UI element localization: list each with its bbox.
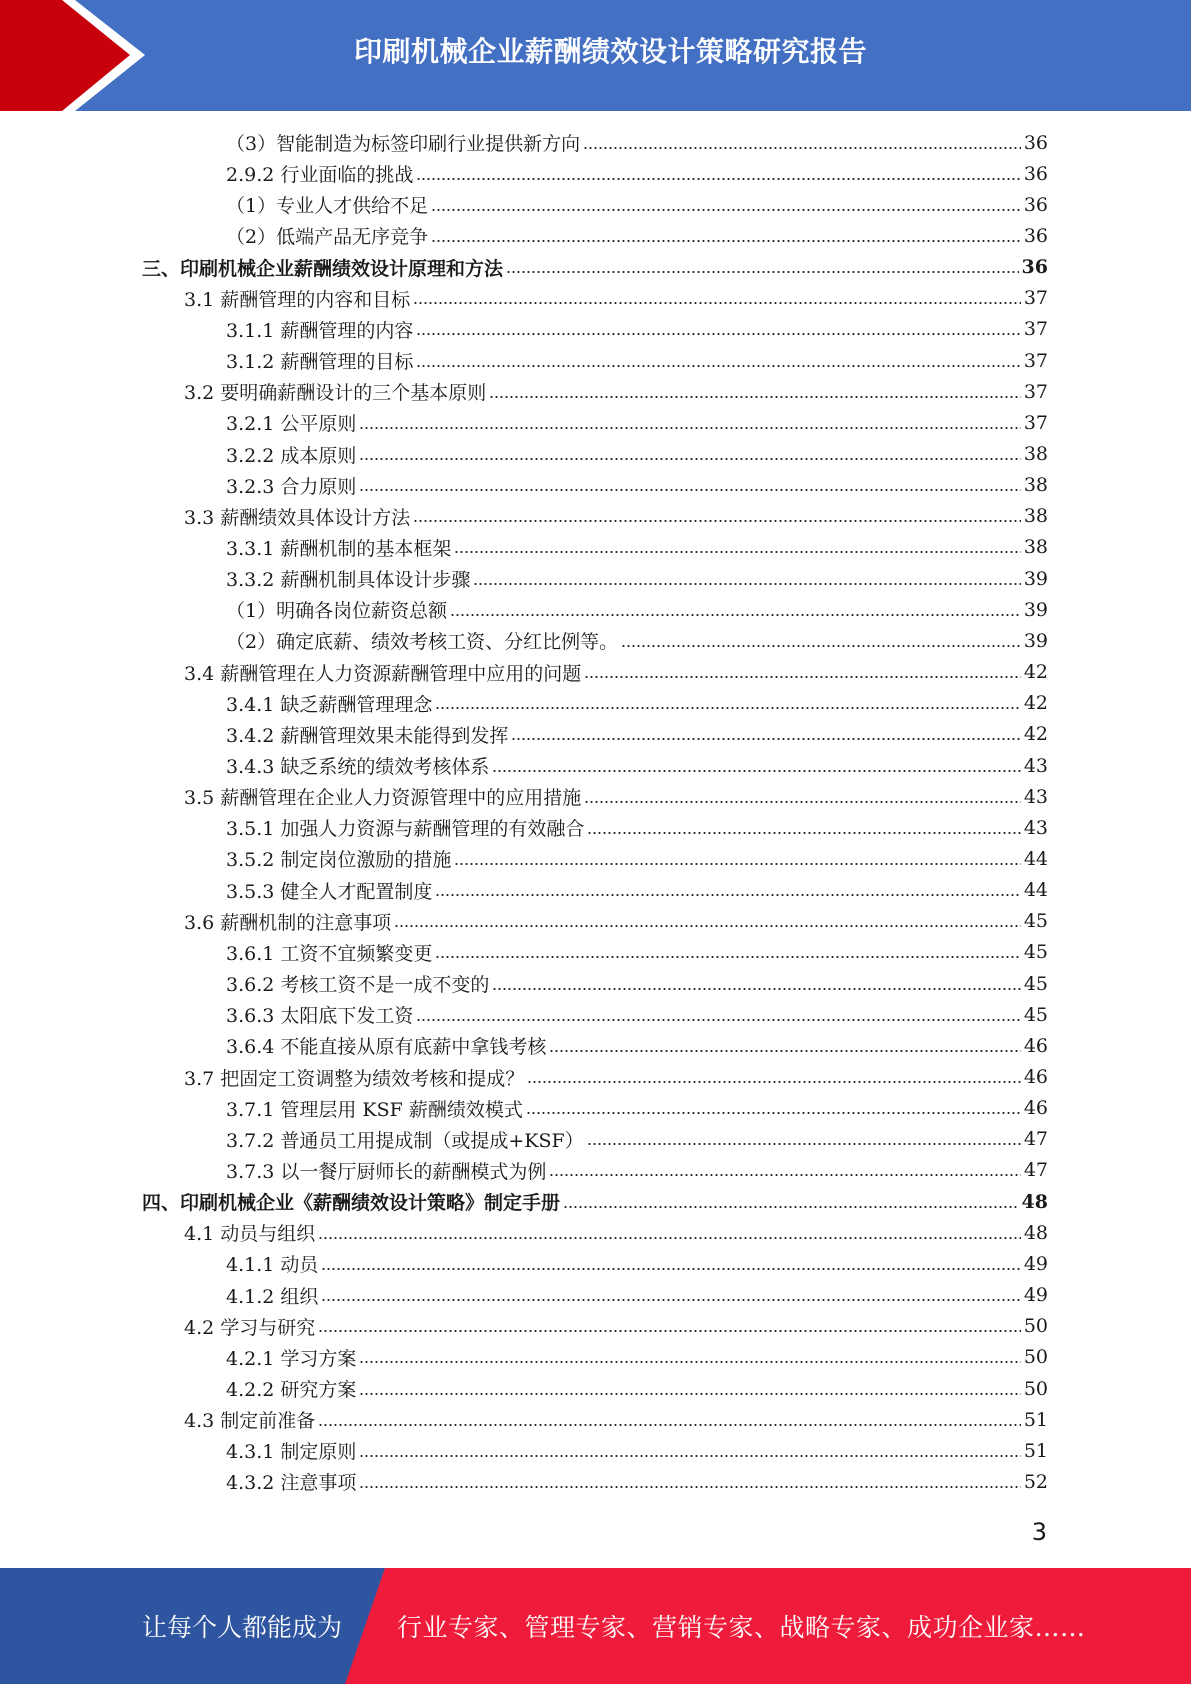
toc-entry-title: 3.6.2 考核工资不是一成不变的	[226, 974, 490, 997]
toc-dot-leader	[413, 518, 1021, 524]
toc-entry-title: 3.7 把固定工资调整为绩效考核和提成？	[184, 1067, 525, 1090]
toc-entry-page: 37	[1023, 411, 1048, 434]
toc-entry-page: 36	[1023, 193, 1048, 216]
toc-dot-leader	[321, 1266, 1020, 1272]
toc-entry[interactable]	[226, 345, 1048, 376]
toc-entry-page: 38	[1023, 443, 1048, 465]
toc-dot-leader	[413, 300, 1021, 306]
toc-entry[interactable]	[226, 158, 1048, 189]
toc-entry-page: 38	[1023, 536, 1048, 559]
toc-entry-title: 4.2 学习与研究	[184, 1316, 316, 1339]
toc-entry-title: 3.7.3 以一餐厅厨师长的薪酬模式为例	[226, 1160, 547, 1183]
toc-entry[interactable]	[184, 283, 1048, 314]
toc-entry-title: 3.2 要明确薪酬设计的三个基本原则	[184, 382, 487, 405]
toc-entry-title: （2）确定底薪、绩效考核工资、分红比例等。	[226, 631, 619, 654]
toc-entry-title: 3.5.3 健全人才配置制度	[226, 880, 433, 903]
toc-entry-page: 49	[1023, 1284, 1048, 1307]
toc-entry[interactable]	[226, 875, 1048, 906]
toc-entry-page: 42	[1023, 723, 1048, 746]
toc-entry[interactable]	[184, 781, 1048, 812]
toc-entry-page: 36	[1023, 224, 1048, 247]
toc-entry-page: 46	[1023, 1066, 1048, 1088]
toc-entry-page: 42	[1023, 692, 1048, 715]
toc-entry-title: 3.6 薪酬机制的注意事项	[184, 911, 392, 934]
toc-entry[interactable]	[226, 1124, 1048, 1155]
toc-dot-leader	[584, 674, 1021, 680]
toc-dot-leader	[431, 238, 1021, 244]
toc-entry[interactable]	[184, 657, 1048, 688]
toc-entry-title: 3.4.1 缺乏薪酬管理理念	[226, 693, 433, 716]
toc-dot-leader	[549, 1048, 1020, 1054]
toc-entry-title: 3.1 薪酬管理的内容和目标	[184, 288, 411, 311]
toc-entry-page: 45	[1023, 941, 1048, 964]
toc-dot-leader	[549, 1172, 1020, 1178]
toc-dot-leader	[318, 1328, 1021, 1334]
toc-dot-leader	[621, 643, 1021, 649]
toc-entry[interactable]	[226, 999, 1048, 1030]
toc-entry-page: 37	[1023, 380, 1048, 403]
toc-entry-page: 39	[1023, 598, 1048, 621]
toc-dot-leader	[359, 1391, 1020, 1397]
toc-entry-page: 46	[1023, 1034, 1048, 1057]
toc-dot-leader	[583, 145, 1021, 151]
toc-entry-page: 36	[1023, 131, 1048, 154]
toc-entry-page: 45	[1023, 1003, 1048, 1026]
toc-entry-page: 38	[1023, 474, 1048, 497]
toc-entry-page: 39	[1023, 567, 1048, 590]
toc-entry[interactable]	[226, 1093, 1048, 1124]
toc-entry-title: 3.6.1 工资不宜频繁变更	[226, 942, 433, 965]
toc-entry[interactable]	[226, 189, 1048, 220]
toc-entry-title: 4.2.2 研究方案	[226, 1379, 357, 1401]
toc-entry-page: 51	[1023, 1439, 1048, 1462]
toc-entry-page: 37	[1023, 287, 1048, 310]
toc-entry[interactable]	[226, 750, 1048, 781]
toc-entry[interactable]	[226, 1030, 1048, 1061]
toc-dot-leader	[435, 892, 1020, 898]
toc-entry-title: 4.3 制定前准备	[184, 1410, 316, 1433]
toc-entry-title: 3.2.1 公平原则	[226, 413, 357, 436]
page-header	[0, 0, 1191, 111]
toc-dot-leader	[359, 1453, 1020, 1459]
toc-entry[interactable]	[184, 1404, 1048, 1435]
toc-entry[interactable]	[184, 1217, 1048, 1248]
toc-entry[interactable]	[184, 501, 1048, 532]
toc-entry-title: 2.9.2 行业面临的挑战	[226, 164, 414, 187]
toc-entry-title: 4.1 动员与组织	[184, 1223, 316, 1246]
toc-entry-page: 36	[1023, 162, 1048, 185]
toc-entry[interactable]	[226, 937, 1048, 968]
toc-entry-page: 43	[1023, 785, 1048, 808]
toc-dot-leader	[587, 830, 1020, 836]
toc-entry-page: 46	[1023, 1097, 1048, 1120]
toc-entry-title: 四、印刷机械企业《薪酬绩效设计策略》制定手册	[142, 1192, 561, 1215]
toc-dot-leader	[416, 176, 1020, 182]
toc-dot-leader	[492, 768, 1020, 774]
toc-dot-leader	[473, 581, 1020, 587]
toc-dot-leader	[527, 1079, 1021, 1085]
toc-entry-title: 3.7.1 管理层用 KSF 薪酬绩效模式	[226, 1098, 523, 1121]
toc-entry[interactable]	[184, 1062, 1048, 1093]
toc-entry-title: （1）专业人才供给不足	[226, 195, 429, 218]
toc-entry[interactable]	[184, 376, 1048, 407]
page-footer	[0, 1568, 1191, 1684]
toc-entry[interactable]	[226, 594, 1048, 625]
toc-entry-page: 37	[1023, 318, 1048, 341]
footer-slogan-roles: 行业专家、管理专家、营销专家、战略专家、成功企业家……	[397, 1613, 1086, 1642]
toc-entry-page: 42	[1023, 661, 1048, 684]
toc-entry-title: 3.3 薪酬绩效具体设计方法	[184, 506, 411, 529]
toc-entry[interactable]	[226, 470, 1048, 501]
toc-entry[interactable]	[226, 532, 1048, 563]
toc-dot-leader	[318, 1235, 1021, 1241]
toc-entry-title: 3.5.1 加强人力资源与薪酬管理的有效融合	[226, 818, 585, 841]
toc-entry-page: 47	[1023, 1159, 1048, 1182]
toc-entry[interactable]	[142, 252, 1048, 283]
toc-entry-title: 3.4.2 薪酬管理效果未能得到发挥	[226, 724, 509, 747]
toc-dot-leader	[454, 861, 1020, 867]
toc-dot-leader	[435, 705, 1020, 711]
page-number: 3	[1031, 1518, 1047, 1546]
toc-dot-leader	[511, 736, 1020, 742]
toc-dot-leader	[359, 1359, 1020, 1365]
toc-entry[interactable]	[226, 563, 1048, 594]
toc-entry-title: （1）明确各岗位薪资总额	[226, 600, 448, 623]
toc-entry[interactable]	[226, 1342, 1048, 1373]
toc-entry-title: 3.3.2 薪酬机制具体设计步骤	[226, 569, 471, 592]
toc-dot-leader	[563, 1204, 1019, 1210]
toc-entry[interactable]	[226, 1435, 1048, 1466]
toc-entry-page: 52	[1023, 1470, 1048, 1493]
toc-entry-title: 4.3.2 注意事项	[226, 1472, 357, 1495]
toc-entry-title: 3.1.2 薪酬管理的目标	[226, 351, 414, 374]
toc-entry[interactable]	[226, 843, 1048, 874]
toc-dot-leader	[416, 363, 1020, 369]
toc-entry-title: 3.2.3 合力原则	[226, 475, 357, 498]
toc-entry-page: 50	[1023, 1346, 1048, 1369]
toc-entry[interactable]	[226, 625, 1048, 656]
toc-entry-page: 43	[1023, 816, 1048, 839]
toc-entry-page: 47	[1023, 1128, 1048, 1151]
toc-entry-title: （2）低端产品无序竞争	[226, 226, 429, 249]
toc-entry-title: 3.7.2 普通员工用提成制（或提成+KSF）	[226, 1129, 584, 1152]
toc-entry[interactable]	[226, 1280, 1048, 1311]
toc-entry[interactable]	[226, 688, 1048, 719]
toc-dot-leader	[450, 612, 1021, 618]
toc-dot-leader	[489, 394, 1021, 400]
toc-entry-page: 44	[1023, 879, 1048, 902]
toc-entry-page: 45	[1023, 972, 1048, 995]
toc-entry-title: （3）智能制造为标签印刷行业提供新方向	[226, 133, 581, 155]
toc-entry-title: 3.6.3 太阳底下发工资	[226, 1005, 414, 1028]
toc-dot-leader	[416, 331, 1020, 337]
toc-entry-title: 3.5 薪酬管理在企业人力资源管理中的应用措施	[184, 787, 582, 810]
toc-entry-title: 4.1.2 组织	[226, 1285, 319, 1308]
toc-entry-title: 3.4 薪酬管理在人力资源薪酬管理中应用的问题	[184, 662, 582, 685]
toc-entry-title: 4.1.1 动员	[226, 1254, 319, 1277]
toc-entry-page: 49	[1023, 1252, 1048, 1275]
toc-dot-leader	[321, 1297, 1020, 1303]
toc-entry-title: 3.3.1 薪酬机制的基本框架	[226, 537, 452, 560]
toc-entry[interactable]	[226, 407, 1048, 438]
toc-entry[interactable]	[226, 439, 1048, 470]
toc-entry-page: 50	[1023, 1377, 1048, 1400]
toc-dot-leader	[492, 986, 1020, 992]
toc-entry-title: 3.6.4 不能直接从原有底薪中拿钱考核	[226, 1036, 547, 1059]
toc-entry[interactable]	[226, 127, 1048, 158]
report-title: 印刷机械企业薪酬绩效设计策略研究报告	[353, 35, 867, 68]
toc-entry-page: 39	[1023, 629, 1048, 652]
toc-entry-title: 4.3.1 制定原则	[226, 1441, 357, 1464]
footer-slogan-lead: 让每个人都能成为	[142, 1613, 343, 1642]
toc-dot-leader	[435, 954, 1020, 960]
toc-entry-page: 44	[1023, 847, 1048, 870]
toc-entry-page: 36	[1021, 256, 1048, 279]
toc-entry[interactable]	[226, 1248, 1048, 1279]
toc-entry-title: 3.4.3 缺乏系统的绩效考核体系	[226, 756, 490, 778]
toc-entry[interactable]	[142, 1186, 1048, 1217]
toc-entry-title: 三、印刷机械企业薪酬绩效设计原理和方法	[142, 257, 504, 280]
toc-entry-title: 3.2.2 成本原则	[226, 444, 357, 467]
toc-entry[interactable]	[226, 220, 1048, 251]
toc-entry-title: 4.2.1 学习方案	[226, 1347, 357, 1370]
toc-entry[interactable]	[226, 812, 1048, 843]
toc-entry[interactable]	[226, 314, 1048, 345]
toc-entry-page: 50	[1023, 1315, 1048, 1338]
toc-entry-page: 48	[1021, 1190, 1048, 1213]
toc-entry[interactable]	[226, 719, 1048, 750]
toc-dot-leader	[359, 487, 1020, 493]
toc-entry-title: 3.1.1 薪酬管理的内容	[226, 319, 414, 342]
toc-entry[interactable]	[184, 906, 1048, 937]
toc-entry-page: 38	[1023, 505, 1048, 528]
toc-dot-leader	[526, 1110, 1021, 1116]
toc-dot-leader	[359, 456, 1020, 462]
toc-entry[interactable]	[226, 1466, 1048, 1497]
toc-entry-title: 3.5.2 制定岗位激励的措施	[226, 849, 452, 872]
toc-entry-page: 45	[1023, 910, 1048, 933]
toc-dot-leader	[584, 799, 1021, 805]
toc-dot-leader	[359, 1484, 1020, 1490]
toc-dot-leader	[587, 1141, 1021, 1147]
toc-entry[interactable]	[226, 1155, 1048, 1186]
toc-dot-leader	[318, 1422, 1021, 1428]
toc-dot-leader	[416, 1017, 1020, 1023]
toc-dot-leader	[454, 549, 1020, 555]
toc-dot-leader	[506, 269, 1019, 275]
toc-entry-page: 51	[1023, 1408, 1048, 1431]
toc-dot-leader	[359, 425, 1020, 431]
toc-entry[interactable]	[226, 1373, 1048, 1404]
toc-dot-leader	[394, 923, 1021, 929]
toc-entry[interactable]	[184, 1311, 1048, 1342]
toc-entry-page: 37	[1023, 349, 1048, 372]
toc-dot-leader	[431, 207, 1021, 213]
toc-entry-page: 43	[1023, 754, 1048, 777]
toc-entry-page: 48	[1023, 1221, 1048, 1244]
toc-entry[interactable]	[226, 968, 1048, 999]
